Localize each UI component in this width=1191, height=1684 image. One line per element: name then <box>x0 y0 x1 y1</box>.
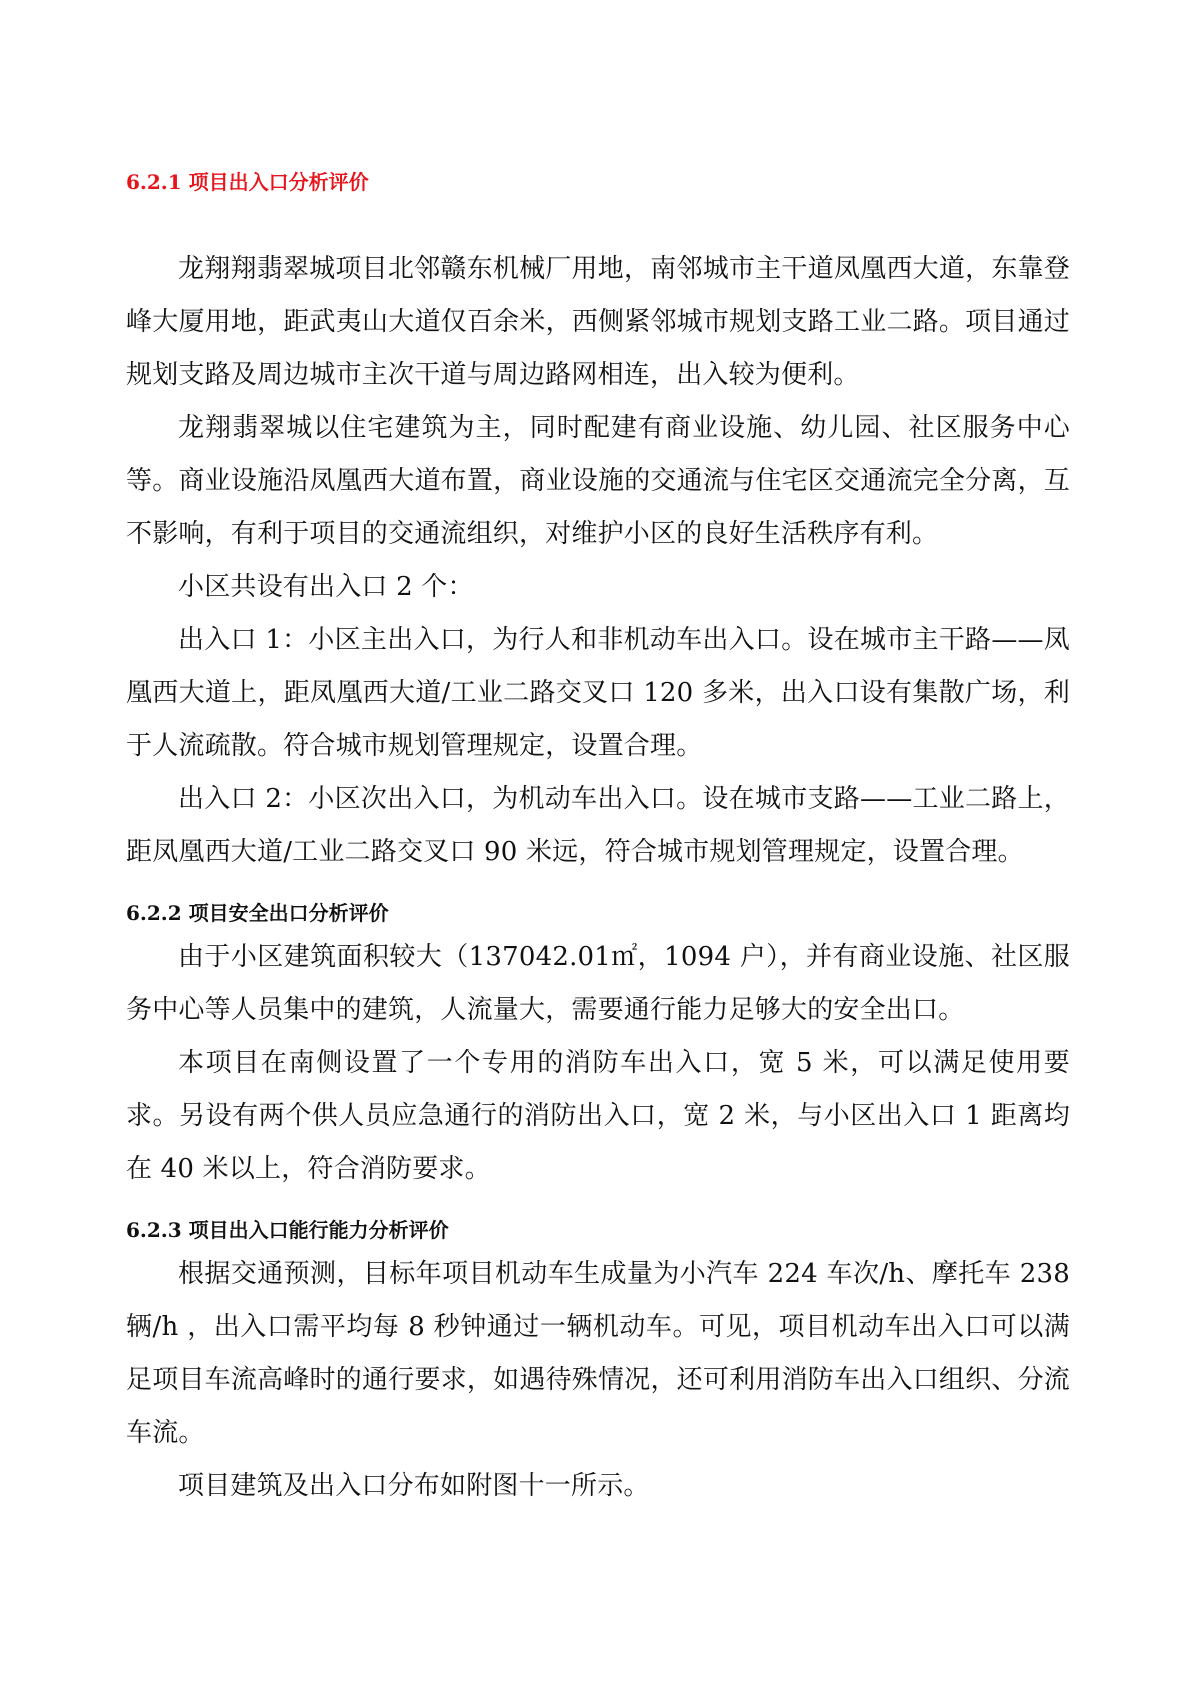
paragraph-figure-reference: 项目建筑及出入口分布如附图十一所示。 <box>178 1471 650 1501</box>
paragraph-fire-exit: 本项目在南侧设置了一个专用的消防车出入口，宽 5 米，可以满足使用要求。另设有两个供人员应急通行的消防出入口，宽 2 米，与小区出入口 1 距离均在 40 米以上，符合消防要求。 <box>126 1048 1070 1184</box>
paragraph-entrance-2: 出入口 2：小区次出入口，为机动车出入口。设在城市支路——工业二路上，距凤凰西大道/工业二路交叉口 90 米远，符合城市规划管理规定，设置合理。 <box>126 784 1070 867</box>
paragraph-location: 龙翔翔翡翠城项目北邻赣东机械厂用地，南邻城市主干道凤凰西大道，东靠登峰大厦用地，距武夷山大道仅百余米，西侧紧邻城市规划支路工业二路。项目通过规划支路及周边城市主次干道与周边路网相连，出入较为便利。 <box>126 254 1070 390</box>
paragraph-entrance-1: 出入口 1：小区主出入口，为行人和非机动车出入口。设在城市主干路——凤凰西大道上，距凤凰西大道/工业二路交叉口 120 多米，出入口设有集散广场，利于人流疏散。符合城市规划管理规定，设置合理。 <box>126 625 1070 761</box>
section-heading-6-2-1: 6.2.1 项目出入口分析评价 <box>126 170 369 194</box>
section-heading-6-2-2: 6.2.2 项目安全出口分析评价 <box>126 901 389 925</box>
paragraph-traffic-forecast: 根据交通预测，目标年项目机动车生成量为小汽车 224 车次/h、摩托车 238 辆/h ，出入口需平均每 8 秒钟通过一辆机动车。可见，项目机动车出入口可以满足项目车流高峰时的通行要求，如遇待殊情况，还可利用消防车出入口组织、分流车流。 <box>126 1259 1070 1448</box>
paragraph-composition: 龙翔翡翠城以住宅建筑为主，同时配建有商业设施、幼儿园、社区服务中心等。商业设施沿凤凰西大道布置，商业设施的交通流与住宅区交通流完全分离，互不影响，有利于项目的交通流组织，对维护小区的良好生活秩序有利。 <box>126 413 1070 549</box>
document-page <box>126 168 1070 1513</box>
paragraph-entrance-count: 小区共设有出入口 2 个： <box>178 572 474 602</box>
section-heading-6-2-3: 6.2.3 项目出入口能行能力分析评价 <box>126 1218 449 1242</box>
paragraph-building-area: 由于小区建筑面积较大（137042.01㎡，1094 户），并有商业设施、社区服务中心等人员集中的建筑，人流量大，需要通行能力足够大的安全出口。 <box>126 942 1070 1025</box>
